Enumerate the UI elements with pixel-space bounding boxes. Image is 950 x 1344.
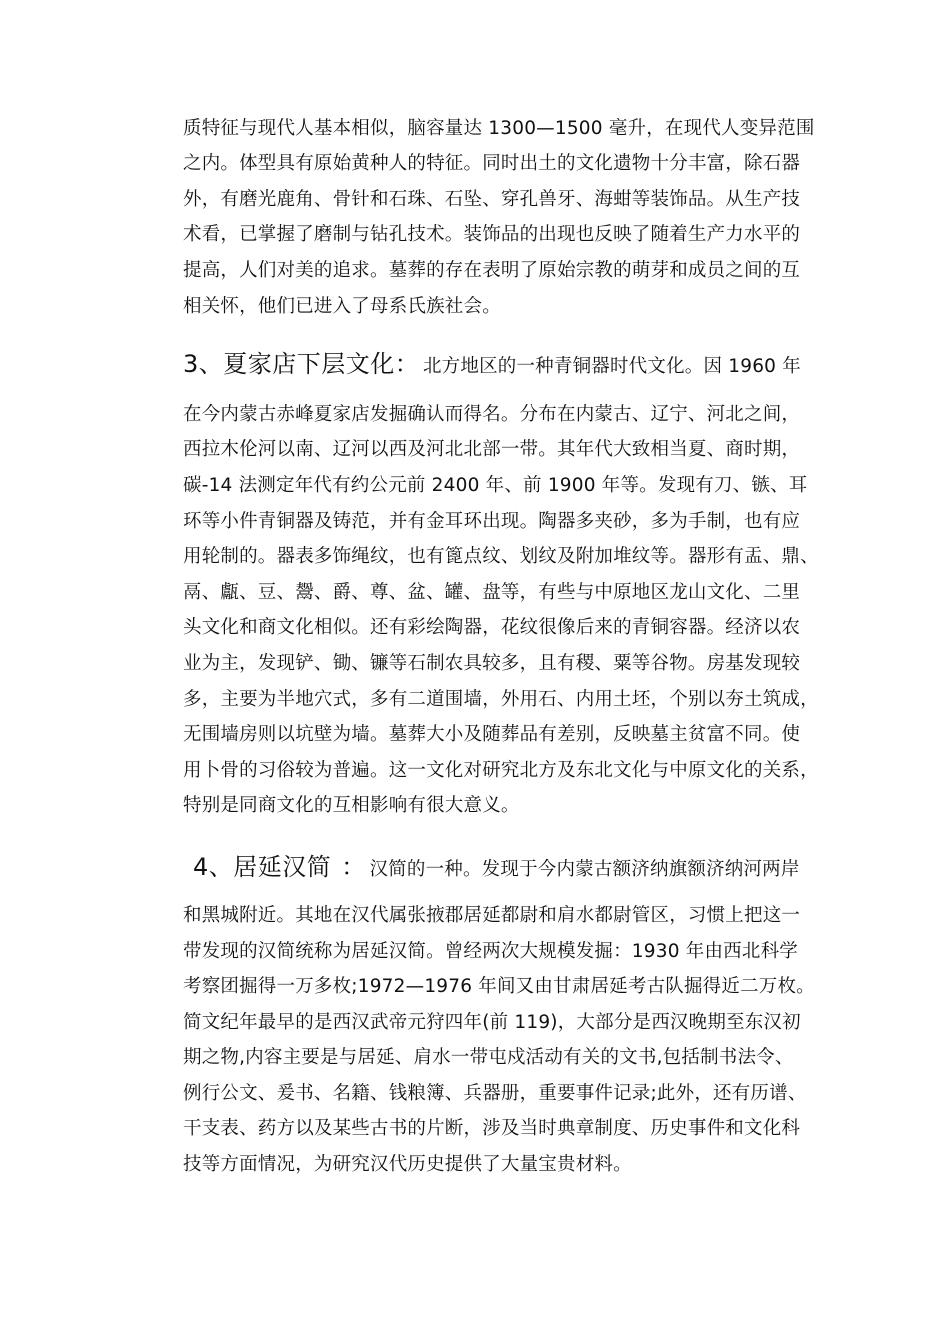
section4-first-line-text: 汉简的一种。发现于今内蒙古额济纳旗额济纳河两岸 (369, 859, 800, 880)
section4-line: 简文纪年最早的是西汉武帝元狩四年(前 119)，大部分是西汉晚期至东汉初 (183, 1012, 801, 1033)
section4-line: 考察团掘得一万多枚;1972—1976 年间又由甘肃居延考古队掘得近二万枚。 (183, 976, 815, 997)
intro-line: 质特征与现代人基本相似，脑容量达 1300—1500 毫升，在现代人变异范围 (183, 118, 815, 139)
section3-heading-colon: ： (394, 350, 419, 378)
section3-line: 环等小件青铜器及铸范，并有金耳环出现。陶器多夹砂，多为手制，也有应 (183, 511, 801, 532)
section4-line: 带发现的汉简统称为居延汉简。曾经两次大规模发掘：1930 年由西北科学 (183, 941, 798, 962)
section3-line: 用轮制的。器表多饰绳纹，也有篦点纹、划纹及附加堆纹等。器形有盂、鼎、 (183, 546, 819, 567)
section3-line: 碳-14 法测定年代有约公元前 2400 年、前 1900 年等。发现有刀、镞、耳 (183, 475, 808, 496)
section3-line: 特别是同商文化的互相影响有很大意义。 (183, 795, 520, 816)
section4-first-line (193, 855, 813, 882)
intro-line: 之内。体型具有原始黄种人的特征。同时出土的文化遗物十分丰富，除石器 (183, 153, 801, 174)
section4-line: 技等方面情况，为研究汉代历史提供了大量宝贵材料。 (183, 1154, 632, 1175)
section3-line: 西拉木伦河以南、辽河以西及河北北部一带。其年代大致相当夏、商时期， (183, 439, 801, 460)
section4-line: 期之物,内容主要是与居延、肩水一带屯戍活动有关的文书,包括制书法令、 (183, 1047, 794, 1068)
section3-first-line (183, 352, 813, 379)
section3-line: 业为主，发现铲、锄、镰等石制农具较多，且有稷、粟等谷物。房基发现较 (183, 653, 801, 674)
section3-heading: 3、夏家店下层文化 (183, 350, 395, 378)
intro-line: 相关怀，他们已进入了母系氏族社会。 (183, 296, 501, 317)
section4-heading: 4、居延汉简 (193, 853, 332, 881)
section4-line: 干支表、药方以及某些古书的片断，涉及当时典章制度、历史事件和文化科 (183, 1118, 801, 1139)
intro-line: 术看，已掌握了磨制与钻孔技术。装饰品的出现也反映了随着生产力水平的 (183, 224, 801, 245)
section3-line: 用卜骨的习俗较为普遍。这一文化对研究北方及东北文化与中原文化的关系， (183, 760, 819, 781)
section3-line: 鬲、甗、豆、鬶、爵、尊、盆、罐、盘等，有些与中原地区龙山文化、二里 (183, 582, 801, 603)
intro-line: 提高，人们对美的追求。墓葬的存在表明了原始宗教的萌芽和成员之间的互 (183, 260, 801, 281)
section4-line: 和黑城附近。其地在汉代属张掖郡居延都尉和肩水都尉管区，习惯上把这一 (183, 905, 801, 926)
intro-line: 外，有磨光鹿角、骨针和石珠、石坠、穿孔兽牙、海蚶等装饰品。从生产技 (183, 189, 801, 210)
section4-line: 例行公文、爰书、名籍、钱粮簿、兵器册，重要事件记录;此外，还有历谱、 (183, 1083, 807, 1104)
section4-heading-colon: ： (341, 853, 366, 881)
section3-line: 多，主要为半地穴式，多有二道围墙，外用石、内用土坯，个别以夯土筑成， (183, 689, 819, 710)
section3-line: 在今内蒙古赤峰夏家店发掘确认而得名。分布在内蒙古、辽宁、河北之间， (183, 404, 801, 425)
section3-first-line-text: 北方地区的一种青铜器时代文化。因 1960 年 (422, 356, 801, 377)
section3-line: 无围墙房则以坑壁为墙。墓葬大小及随葬品有差别，反映墓主贫富不同。使 (183, 724, 801, 745)
section3-line: 头文化和商文化相似。还有彩绘陶器，花纹很像后来的青铜容器。经济以农 (183, 617, 801, 638)
